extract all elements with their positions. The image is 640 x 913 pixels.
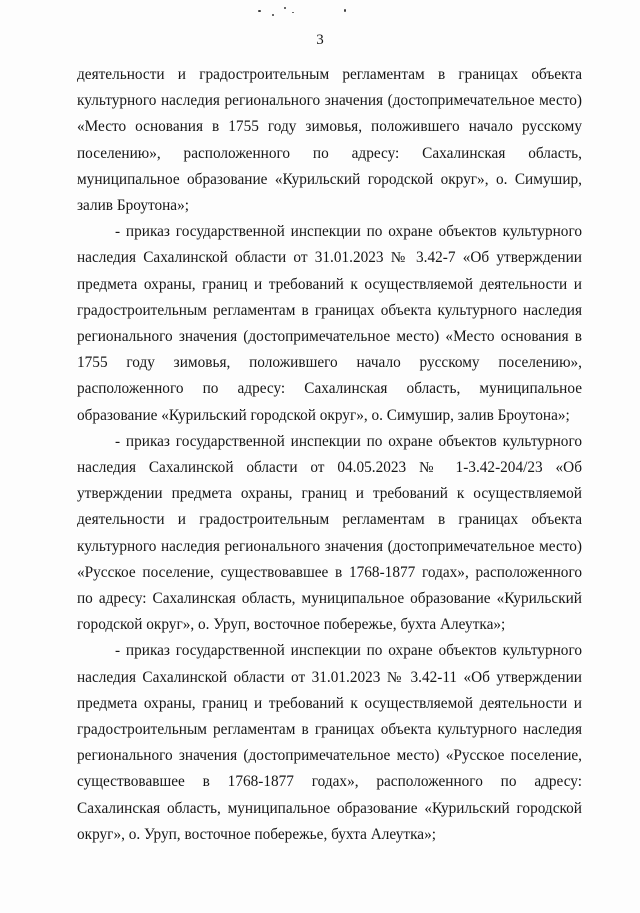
paragraph-order-item: - приказ государственной инспекции по охране объектов культурного наследия Сахалинской области от 31.01.2023 № 3.42-11 «Об утверждении предмета охраны, границ и требований к осуществляемой деятельности и градостроительным регламентам в границах объекта культурного наследия регионального значения (достопримечательное место) «Русское поселение, существовавшее в 1768-1877 годах», расположенного по адресу: Сахалинская область, муниципальное образование «Курильский городской округ», о. Уруп, восточное побережье, бухта Алеутка»; — [77, 642, 582, 843]
scan-speck — [292, 12, 294, 13]
scan-speck — [272, 14, 274, 16]
page-number: 3 — [316, 32, 324, 48]
paragraph-order-item: - приказ государственной инспекции по охране объектов культурного наследия Сахалинской области от 04.05.2023 № 1-3.42-204/23 «Об утверждении предмета охраны, границ и требований к осуществляемой деятельности и градостроительным регламентам в границах объекта культурного наследия регионального значения (достопримечательное место) «Русское поселение, существовавшее в 1768-1877 годах», расположенного по адресу: Сахалинская область, муниципальное образование «Курильский городской округ», о. Уруп, восточное побережье, бухта Алеутка»; — [77, 432, 582, 634]
scan-speck — [258, 10, 261, 12]
paragraph-continuation: деятельности и градостроительным регламентам в границах объекта культурного наследия регионального значения (достопримечательное место) «Место основания в 1755 году зимовья, положившего начало русскому поселению», расположенного по адресу: Сахалинская область, муниципальное образование «Курильский городской округ», о. Симушир, залив Броутона»; — [77, 66, 582, 215]
scan-speck — [284, 7, 286, 9]
document-body — [77, 62, 582, 848]
scan-speck — [344, 9, 346, 12]
paragraph-order-item: - приказ государственной инспекции по охране объектов культурного наследия Сахалинской области от 31.01.2023 № 3.42-7 «Об утверждении предмета охраны, границ и требований к осуществляемой деятельности и градостроительным регламентам в границах объекта культурного наследия регионального значения (достопримечательное место) «Место основания в 1755 году зимовья, положившего начало русскому поселению», расположенного по адресу: Сахалинская область, муниципальное образование «Курильский городской округ», о. Симушир, залив Броутона»; — [77, 223, 582, 424]
